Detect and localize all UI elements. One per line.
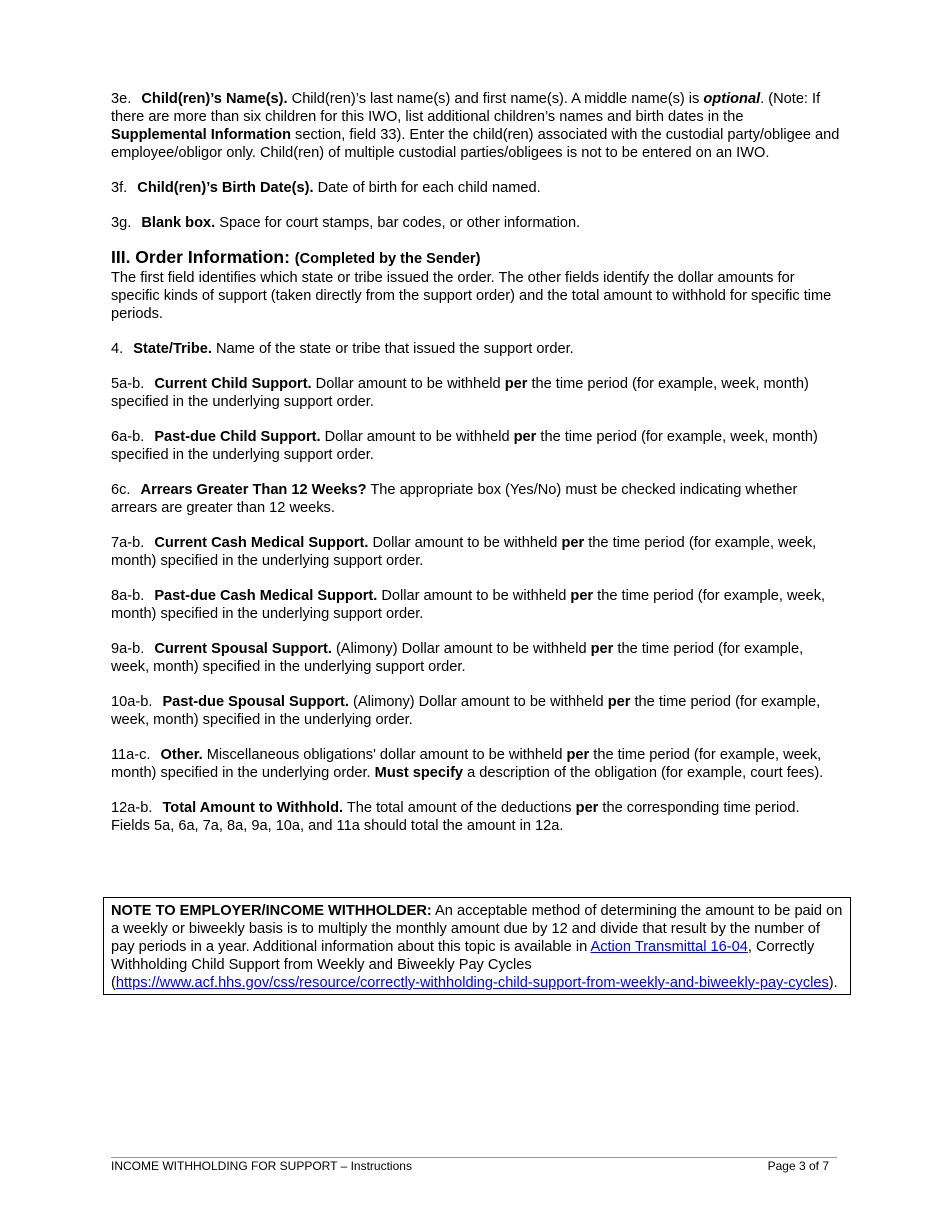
item-11a-c: 11a-c. Other. Miscellaneous obligations' dollar amount to be withheld per the time period (for example, week, month) specified in the underlying order. Must specify a description of the obligation (for example, court fees). <box>111 747 824 781</box>
item-title: Blank box. <box>141 215 216 231</box>
item-3f: 3f. Child(ren)’s Birth Date(s). Date of birth for each child named. <box>111 180 541 196</box>
instructions-body <box>111 90 841 835</box>
item-title: Child(ren)’s Name(s). <box>141 91 288 107</box>
item-12a-b: 12a-b. Total Amount to Withhold. The total amount of the deductions per the corresponding time period. Fields 5a, 6a, 7a, 8a, 9a, 10a, and 11a should total the amount in 12a. <box>111 800 800 834</box>
footer-title: INCOME WITHHOLDING FOR SUPPORT – Instructions <box>111 1159 412 1173</box>
item-3g: 3g. Blank box. Space for court stamps, bar codes, or other information. <box>111 215 581 231</box>
footer-divider <box>111 1157 837 1158</box>
page-footer <box>111 1159 829 1173</box>
section-intro: The first field identifies which state or tribe issued the order. The other fields identify the dollar amounts for specific kinds of support (taken directly from the support order) and the total amount to withhold for specific time periods. <box>111 270 832 322</box>
item-7a-b: 7a-b. Current Cash Medical Support. Dollar amount to be withheld per the time period (for example, week, month) specified in the underlying support order. <box>111 535 817 569</box>
item-8a-b: 8a-b. Past-due Cash Medical Support. Dollar amount to be withheld per the time period (for example, week, month) specified in the underlying support order. <box>111 588 826 622</box>
item-3e: 3e. Child(ren)’s Name(s). Child(ren)’s last name(s) and first name(s). A middle name(s) is optional. (Note: If there are more than six children for this IWO, list additional children’s names and birth dates in the Supplemental Information section, field 33). Enter the child(ren) associated with the custodial party/obligee and employee/obligor only. Child(ren) of multiple custodial parties/obligees is not to be entered on an IWO. <box>111 91 840 161</box>
supplemental-info-ref: Supplemental Information <box>111 127 291 143</box>
item-6a-b: 6a-b. Past-due Child Support. Dollar amount to be withheld per the time period (for example, week, month) specified in the underlying support order. <box>111 429 818 463</box>
optional-emphasis: optional <box>703 91 761 107</box>
item-9a-b: 9a-b. Current Spousal Support. (Alimony) Dollar amount to be withheld per the time period (for example, week, month) specified in the underlying support order. <box>111 641 804 675</box>
action-transmittal-link[interactable]: Action Transmittal 16-04 <box>590 939 748 955</box>
acf-resource-link[interactable]: https://www.acf.hhs.gov/css/resource/correctly-withholding-child-support-from-weekly-and-biweekly-pay-cycles <box>115 975 829 991</box>
item-title: Child(ren)’s Birth Date(s). <box>137 180 314 196</box>
item-number: 3e. <box>111 91 132 107</box>
item-10a-b: 10a-b. Past-due Spousal Support. (Alimony) Dollar amount to be withheld per the time period (for example, week, month) specified in the underlying order. <box>111 694 821 728</box>
employer-note-box <box>103 897 851 995</box>
page-number: Page 3 of 7 <box>767 1159 829 1173</box>
employer-note-text: NOTE TO EMPLOYER/INCOME WITHHOLDER: An acceptable method of determining the amount to be paid on a weekly or biweekly basis is to multiply the monthly amount due by 12 and divide that result by the number of pay periods in a year. Additional information about this topic is available in Action Transmittal 16-04, Correctly Withholding Child Support from Weekly and Biweekly Pay Cycles (https://www.acf.hhs.gov/css/resource/correctly-withholding-child-support-from-weekly-and-biweekly-pay-cycles). <box>111 903 843 991</box>
item-4: 4. State/Tribe. Name of the state or tribe that issued the support order. <box>111 341 574 357</box>
note-label: NOTE TO EMPLOYER/INCOME WITHHOLDER: <box>111 903 432 919</box>
section-heading-order-information: III. Order Information: (Completed by the Sender) <box>111 247 481 267</box>
item-5a-b: 5a-b. Current Child Support. Dollar amount to be withheld per the time period (for example, week, month) specified in the underlying support order. <box>111 376 809 410</box>
item-6c: 6c. Arrears Greater Than 12 Weeks? The appropriate box (Yes/No) must be checked indicating whether arrears are greater than 12 weeks. <box>111 482 798 516</box>
